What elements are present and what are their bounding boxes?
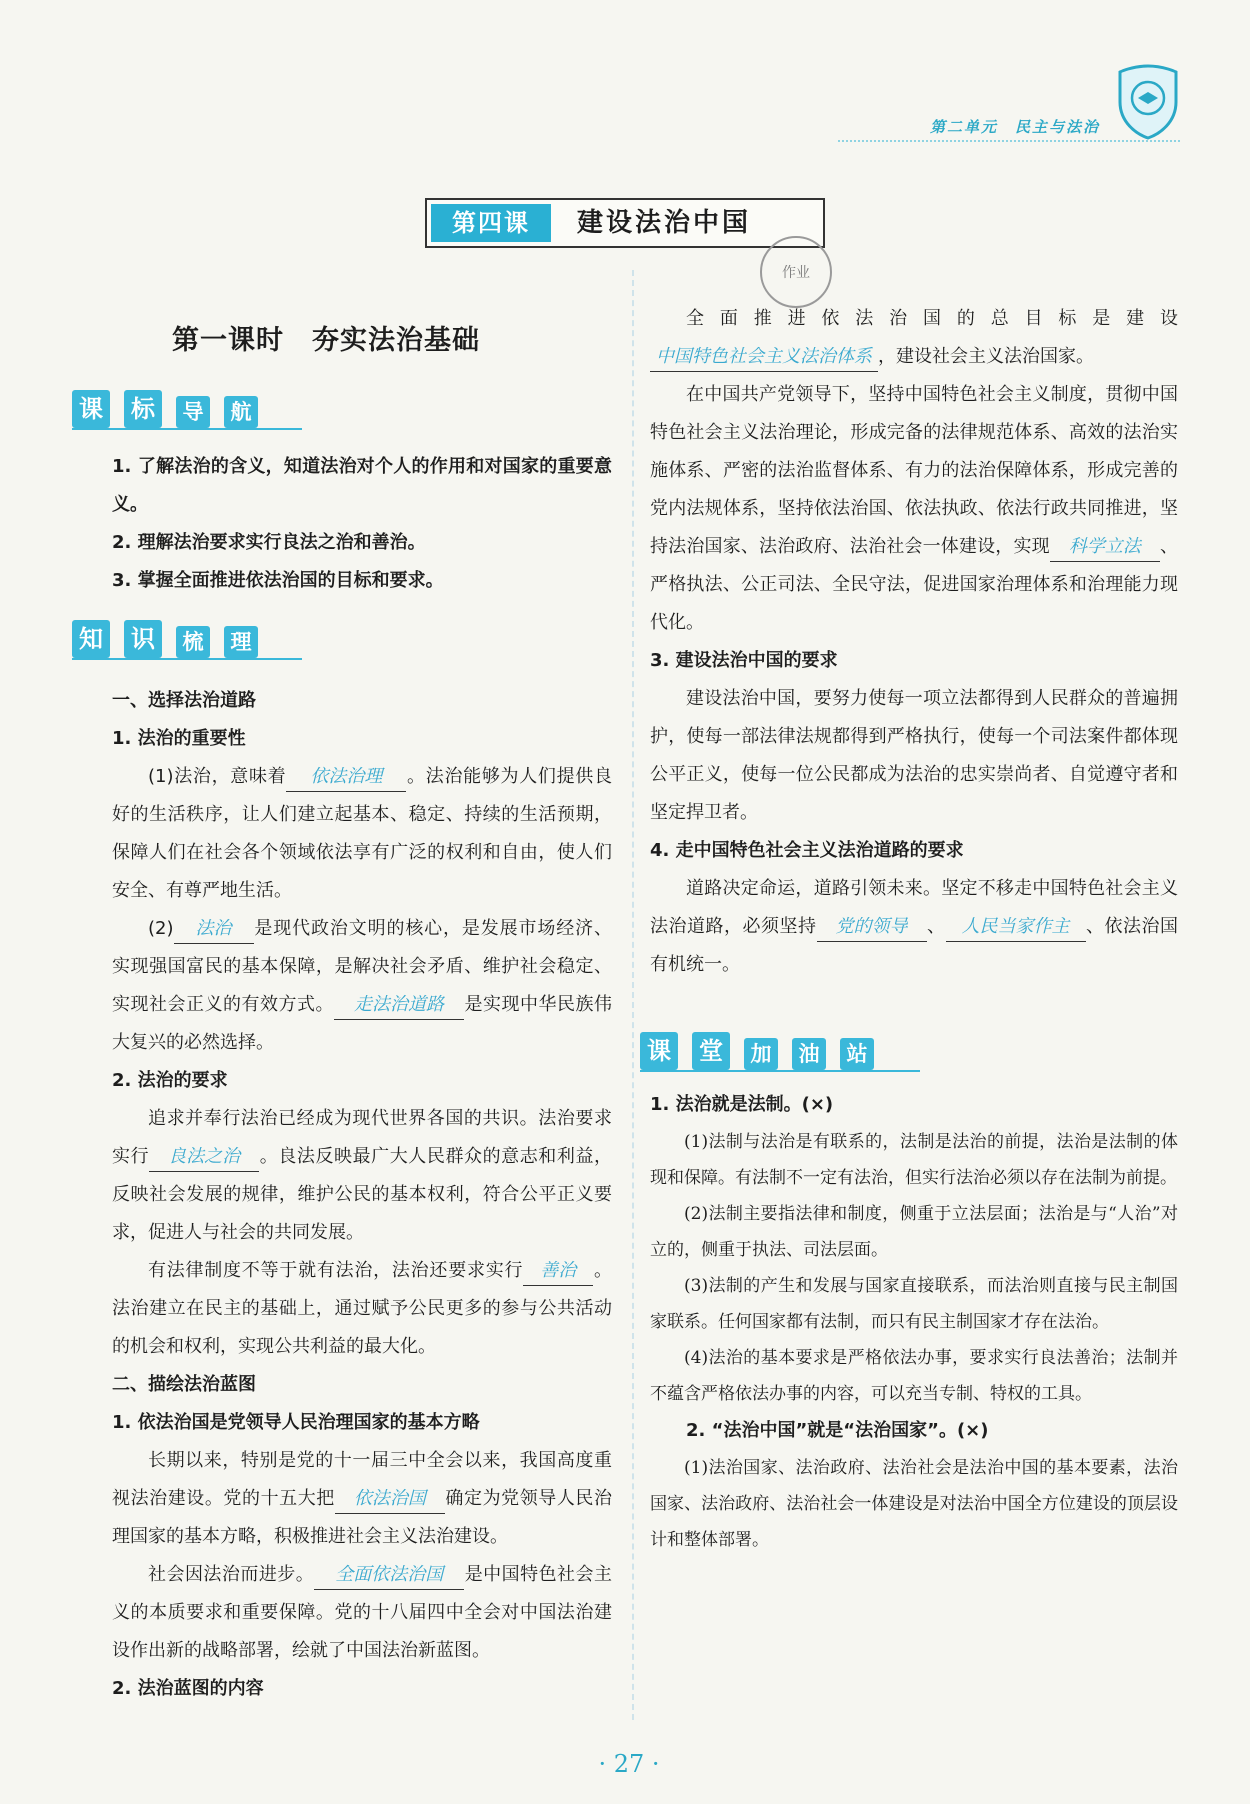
paragraph: (2) 法治 是现代政治文明的核心，是发展市场经济、实现强国富民的基本保障，是解决社会矛盾、维护社会稳定、实现社会正义的有效方式。 走法治道路 是实现中华民族伟大复兴的必然选择。 — [112, 910, 612, 1062]
answer-paragraph: (1)法制与法治是有联系的，法制是法治的前提，法治是法制的体现和保障。有法制不一定有法治，但实行法治必须以存在法制为前提。 — [650, 1132, 1178, 1188]
paragraph: 有法律制度不等于就有法治，法治还要求实行 善治 。法治建立在民主的基础上，通过赋予公民更多的参与公共活动的机会和权利，实现公共利益的最大化。 — [112, 1252, 612, 1366]
banner-char: 理 — [224, 626, 258, 658]
classroom-section — [650, 1086, 1178, 1558]
subsection-heading: 2. 法治的要求 — [112, 1070, 228, 1091]
page-number: · 27 · — [598, 1750, 660, 1778]
answer-blank: 中国特色社会主义法治体系 — [650, 343, 878, 372]
section-heading: 二、描绘法治蓝图 — [112, 1374, 256, 1395]
banner-char: 堂 — [692, 1032, 730, 1070]
lesson-tag: 第四课 — [431, 204, 551, 242]
knowledge-section — [112, 682, 612, 1708]
classroom-banner — [640, 1032, 920, 1070]
objectives-banner — [72, 390, 302, 428]
knowledge-banner — [72, 620, 302, 658]
subsection-heading: 2. 法治蓝图的内容 — [112, 1678, 264, 1699]
answer-paragraph: (3)法制的产生和发展与国家直接联系，而法治则直接与民主制国家联系。任何国家都有法制，而只有民主制国家才存在法治。 — [650, 1276, 1178, 1332]
answer-blank: 全面依法治国 — [314, 1561, 464, 1590]
objective-item: 3. 掌握全面推进依法治国的目标和要求。 — [112, 570, 444, 591]
question: 2. “法治中国”就是“法治国家”。(×) — [686, 1420, 989, 1441]
lesson-banner — [425, 198, 825, 248]
answer-blank: 党的领导 — [817, 913, 927, 942]
banner-char: 知 — [72, 620, 110, 658]
paragraph: 道路决定命运，道路引领未来。坚定不移走中国特色社会主义法治道路，必须坚持 党的领导 、 人民当家作主 、依法治国有机统一。 — [650, 878, 1178, 975]
answer-paragraph: (4)法治的基本要求是严格依法办事，要求实行良法善治；法制并不蕴含严格依法办事的内容，可以充当专制、特权的工具。 — [650, 1348, 1178, 1404]
banner-char: 梳 — [176, 626, 210, 658]
paragraph: 在中国共产党领导下，坚持中国特色社会主义制度，贯彻中国特色社会主义法治理论，形成完备的法律规范体系、高效的法治实施体系、严密的法治监督体系、有力的法治保障体系，形成完善的党内法规体系，坚持依法治国、依法执政、依法行政共同推进，坚持法治国家、法治政府、法治社会一体建设，实现 科学立法 、严格执法、公正司法、全民守法，促进国家治理体系和治理能力现代化。 — [650, 384, 1179, 633]
section-heading: 一、选择法治道路 — [112, 690, 256, 711]
book-shield-icon — [1116, 62, 1180, 140]
answer-paragraph: (2)法制主要指法律和制度，侧重于立法层面；法治是与“人治”对立的，侧重于执法、司法层面。 — [650, 1204, 1178, 1260]
paragraph: 社会因法治而进步。 全面依法治国 是中国特色社会主义的本质要求和重要保障。党的十八届四中全会对中国法治建设作出新的战略部署，绘就了中国法治新蓝图。 — [112, 1556, 612, 1670]
banner-char: 标 — [124, 390, 162, 428]
paragraph: 建设法治中国，要努力使每一项立法都得到人民群众的普遍拥护，使每一部法律法规都得到严格执行，使每一个司法案件都体现公平正义，使每一位公民都成为法治的忠实崇尚者、自觉遵守者和坚定捍卫者。 — [650, 688, 1178, 823]
subsection-heading: 3. 建设法治中国的要求 — [650, 650, 838, 671]
banner-char: 航 — [224, 396, 258, 428]
objective-item: 2. 理解法治要求实行良法之治和善治。 — [112, 532, 426, 553]
right-column — [650, 300, 1178, 984]
answer-blank: 依法治国 — [335, 1485, 445, 1514]
homework-stamp: 作业 — [760, 236, 832, 308]
question: 1. 法治就是法制。(×) — [650, 1094, 834, 1115]
banner-char: 识 — [124, 620, 162, 658]
subsection-heading: 1. 依法治国是党领导人民治理国家的基本方略 — [112, 1412, 480, 1433]
banner-char: 站 — [840, 1038, 874, 1070]
lesson-title: 建设法治中国 — [577, 208, 752, 238]
answer-blank: 法治 — [174, 915, 254, 944]
page-subtitle: 第一课时 夯实法治基础 — [172, 325, 480, 356]
paragraph: (1)法治，意味着 依法治理 。法治能够为人们提供良好的生活秩序，让人们建立起基本、稳定、持续的生活预期，保障人们在社会各个领域依法享有广泛的权利和自由，使人们安全、有尊严地生活。 — [112, 758, 612, 910]
banner-char: 油 — [792, 1038, 826, 1070]
answer-blank: 善治 — [523, 1257, 593, 1286]
answer-blank: 科学立法 — [1050, 533, 1160, 562]
paragraph: 长期以来，特别是党的十一届三中全会以来，我国高度重视法治建设。党的十五大把 依法治国 确定为党领导人民治理国家的基本方略，积极推进社会主义法治建设。 — [112, 1450, 613, 1547]
objectives-list — [112, 448, 612, 600]
banner-char: 课 — [640, 1032, 678, 1070]
column-divider — [632, 270, 634, 1720]
subsection-heading: 1. 法治的重要性 — [112, 728, 246, 749]
answer-blank: 人民当家作主 — [946, 913, 1086, 942]
paragraph: 追求并奉行法治已经成为现代世界各国的共识。法治要求实行 良法之治 。良法反映最广大人民群众的意志和利益，反映社会发展的规律，维护公民的基本权利，符合公平正义要求，促进人与社会的共同发展。 — [112, 1108, 613, 1243]
answer-blank: 良法之治 — [149, 1143, 259, 1172]
subsection-heading: 4. 走中国特色社会主义法治道路的要求 — [650, 840, 964, 861]
banner-char: 课 — [72, 390, 110, 428]
banner-char: 导 — [176, 396, 210, 428]
objective-item: 1. 了解法治的含义，知道法治对个人的作用和对国家的重要意义。 — [112, 456, 612, 515]
answer-blank: 走法治道路 — [334, 991, 464, 1020]
paragraph: 全面推进依法治国的总目标是建设中国特色社会主义法治体系 ，建设社会主义法治国家。 — [650, 300, 1178, 376]
answer-blank: 依法治理 — [286, 763, 406, 792]
unit-title: 第二单元 民主与法治 — [929, 118, 1100, 136]
header-divider — [838, 140, 1180, 142]
answer-paragraph: (1)法治国家、法治政府、法治社会是法治中国的基本要素，法治国家、法治政府、法治社会一体建设是对法治中国全方位建设的顶层设计和整体部署。 — [650, 1458, 1178, 1550]
banner-char: 加 — [744, 1038, 778, 1070]
